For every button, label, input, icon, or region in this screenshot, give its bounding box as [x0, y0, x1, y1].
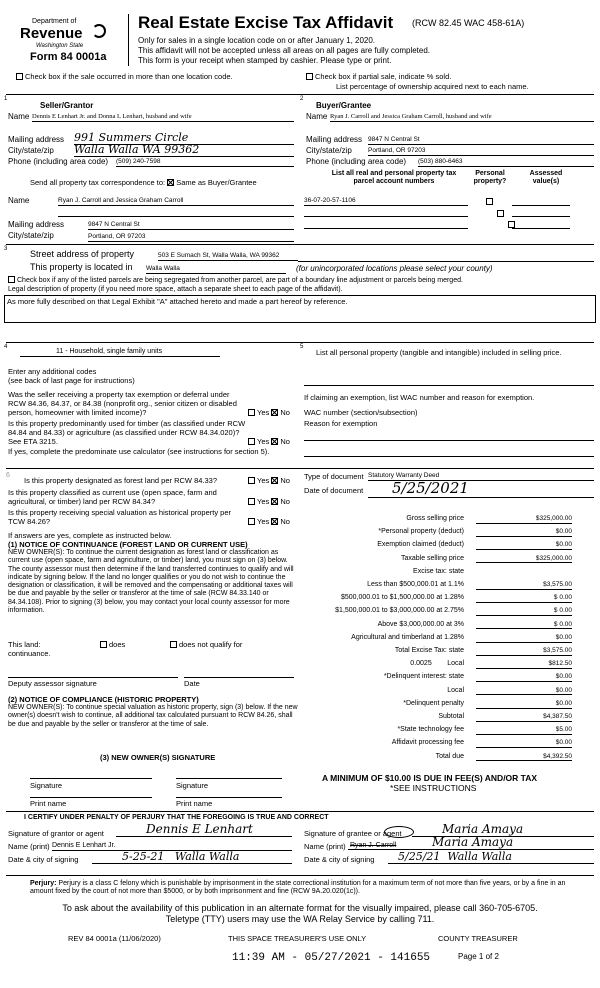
- yes-label: Yes: [257, 476, 270, 485]
- partial-sale-note: List percentage of ownership acquired next to each name.: [336, 82, 529, 91]
- wac-label: WAC number (section/subsection): [304, 408, 418, 417]
- corr-mail-field[interactable]: 9847 N Central St: [88, 221, 294, 230]
- q6-answer[interactable]: [248, 517, 290, 526]
- q2-answer[interactable]: [248, 437, 290, 446]
- form-number: Form 84 0001a: [30, 51, 107, 63]
- tax-row: [300, 607, 572, 619]
- county-treasurer-label: COUNTY TREASURER: [438, 934, 518, 943]
- yes-label: Yes: [257, 408, 270, 417]
- street-line-rest: [298, 261, 594, 262]
- reason-label: Reason for exemption: [304, 419, 378, 428]
- personal-checkbox-1[interactable]: [486, 198, 493, 205]
- grantor-date-field[interactable]: 5-25-21 Walla Walla: [92, 850, 292, 864]
- parcel-line-2: [304, 216, 468, 217]
- tax-row: [300, 541, 572, 553]
- tax-row: [300, 739, 572, 751]
- personal-checkbox-2[interactable]: [497, 210, 504, 217]
- notice-1-body: NEW OWNER(S): To continue the current designation as forest land or classification as current use (open space, farm and agriculture, or timber) land, you must sign on (3) below. The county assessor must then determine if the land transferred continues to qualify and will indicate by signing below. If the land no longer qualifies or you do not wish to continue the designation or classification, it will be removed and the compensating or additional taxes will be due and payable by the seller or transferor at the time of sale (RCW 84.33.140 or 84.34.108). Prior to signing (3) below, you may contact your local county assessor for more information.: [8, 549, 294, 614]
- tax-row-value[interactable]: $0.00: [476, 739, 572, 748]
- rev-label: REV 84 0001a (11/06/2020): [68, 934, 161, 943]
- codes-label: Enter any additional codes: [8, 367, 97, 376]
- does-checkbox[interactable]: [100, 641, 107, 648]
- owner-print-label-2: Print name: [176, 799, 213, 808]
- footer-line: [6, 875, 594, 876]
- yes-label: Yes: [257, 517, 270, 526]
- tax-row: [300, 515, 572, 527]
- owner-sig-label-1: Signature: [30, 781, 63, 790]
- assessed-line-1: [512, 205, 570, 206]
- personal-checkbox-3[interactable]: [508, 221, 515, 228]
- checkbox-icon[interactable]: [16, 73, 23, 80]
- seller-name-label: Name: [8, 112, 30, 121]
- certify-heading: I CERTIFY UNDER PENALTY OF PERJURY THAT THE FOREGOING IS TRUE AND CORRECT: [24, 814, 329, 821]
- tax-row-label: Taxable selling price: [400, 554, 464, 562]
- buyer-mail-label: Mailing address: [306, 135, 363, 144]
- seller-phone-field[interactable]: (509) 240-7598: [116, 158, 294, 167]
- tax-row-label: $1,500,000.01 to $3,000,000.00 at 2.75%: [335, 607, 464, 615]
- header-divider: [128, 14, 129, 66]
- street-label: Street address of property: [30, 249, 135, 259]
- tax-row: [300, 700, 572, 712]
- tax-row-value[interactable]: $ 0.00: [476, 607, 572, 616]
- personal-col-header: Personal property?: [473, 170, 507, 186]
- multi-location-check[interactable]: [16, 72, 233, 81]
- no-label: No: [280, 517, 290, 526]
- certify-top-line: [6, 811, 594, 812]
- doc-date-label: Date of document: [304, 486, 364, 495]
- located-field[interactable]: Walla Walla: [146, 265, 286, 274]
- section-marker-5: 5: [300, 344, 304, 350]
- grantee-name-struck: Ryan J. Carroll: [350, 842, 397, 849]
- tax-row-value[interactable]: $812.50: [476, 660, 572, 669]
- buyer-phone-field[interactable]: (503) 880-6463: [418, 158, 594, 167]
- does-not-check[interactable]: [170, 640, 242, 649]
- tax-row-label: Affidavit processing fee: [391, 739, 464, 747]
- corr-name-field[interactable]: Ryan J. Carroll and Jessica Graham Carroll: [58, 197, 294, 206]
- deputy-date-label: Date: [184, 679, 200, 688]
- page-number: Page 1 of 2: [458, 952, 499, 961]
- tax-row-value[interactable]: $0.00: [476, 528, 572, 537]
- continuance-label: continuance.: [8, 649, 51, 658]
- tax-row-label: Excise tax: state: [413, 567, 464, 575]
- no-checkbox[interactable]: [271, 498, 278, 505]
- doc-type-label: Type of document: [304, 472, 364, 481]
- historic-question: Is this property receiving special valuation as historical property per TCW 84.26?: [8, 508, 232, 526]
- use-code-field[interactable]: 11 - Household, single family units: [20, 348, 220, 357]
- tax-row: [300, 568, 572, 580]
- no-label: No: [280, 497, 290, 506]
- grantee-name-label: Name (print): [304, 842, 346, 851]
- perjury-text: [30, 880, 580, 897]
- tax-row: [300, 673, 572, 685]
- notice-2-title: (2) NOTICE OF COMPLIANCE (HISTORIC PROPERTY): [8, 695, 199, 704]
- notice-3-title: (3) NEW OWNER(S) SIGNATURE: [100, 753, 216, 762]
- corr-city-field[interactable]: Portland, OR 97203: [88, 233, 294, 242]
- tax-row: [300, 753, 572, 765]
- perjury-body: Perjury is a class C felony which is punishable by imprisonment in the state correctional institution for a maximum term of not more than five years, or by a fine in an amount fixed by the court of not more than $5000, or by both imprisonment and fine (RCW 9A.20.020(1c)).: [30, 880, 566, 896]
- personal-property-line: [304, 385, 594, 386]
- correspondence-label: Send all property tax correspondence to:: [30, 178, 166, 187]
- codes-sub: (see back of last page for instructions): [8, 376, 135, 385]
- tax-row-label: *Delinquent interest: state: [383, 673, 464, 681]
- yes-checkbox[interactable]: [248, 438, 255, 445]
- alt-format-note: To ask about the availability of this publication in an alternate format for the visually impaired, please call 360-705-6705.: [62, 903, 538, 913]
- tax-row-value[interactable]: $4,392.50: [476, 753, 572, 762]
- segregated-label: Check box if any of the listed parcels are being segregated from another parcel, are part of a boundary line adjustment or parcels being merged.: [17, 277, 463, 284]
- title-ref: (RCW 82.45 WAC 458-61A): [412, 18, 525, 28]
- tax-row-value[interactable]: $3,575.00: [476, 581, 572, 590]
- grantor-name-field[interactable]: Dennis E Lenhart Jr.: [52, 842, 292, 851]
- tax-row-value[interactable]: $0.00: [476, 634, 572, 643]
- tax-row-value[interactable]: $ 0.00: [476, 621, 572, 630]
- notice-2-body: NEW OWNER(S): To continue special valuation as historic property, sign (3) below. If the new owner(s) doesn't wish to continue, all additional tax calculated pursuant to RCW 84.26, shall be due and payable by the seller or transferor at the time of sale.: [8, 704, 298, 728]
- section-marker-2: 2: [300, 96, 304, 102]
- grantor-name-label: Name (print): [8, 842, 50, 851]
- tax-row-label: Gross selling price: [406, 515, 464, 522]
- exemption-note: If claiming an exemption, list WAC number and reason for exemption.: [304, 393, 535, 402]
- no-checkbox[interactable]: [271, 438, 278, 445]
- no-checkbox[interactable]: [271, 518, 278, 525]
- yes-checkbox[interactable]: [248, 477, 255, 484]
- reason-line-1: [304, 440, 594, 441]
- section-marker-3: 3: [4, 246, 8, 252]
- tax-row-label: *State technology fee: [397, 726, 464, 734]
- tax-row: [300, 634, 572, 646]
- tax-row-label: Total Excise Tax: state: [394, 647, 464, 654]
- personal-property-note: List all personal property (tangible and intangible) included in selling price.: [316, 348, 562, 357]
- no-label: No: [280, 476, 290, 485]
- tax-row: [300, 660, 572, 672]
- tax-row-value[interactable]: $4,387.50: [476, 713, 572, 722]
- tax-row-label: Total due: [435, 752, 464, 760]
- this-land-label: This land:: [8, 640, 41, 649]
- tty-note: Teletype (TTY) users may use the WA Relay Service by calling 711.: [165, 914, 435, 924]
- tax-row: [300, 713, 572, 725]
- section-marker-1: 1: [4, 96, 8, 102]
- seller-name-field[interactable]: Dennis E Lenhart Jr. and Donna L Lenhart, husband and wife: [32, 113, 294, 122]
- tax-row-label: Local: [447, 686, 464, 694]
- page-title: Real Estate Excise Tax Affidavit: [138, 13, 394, 32]
- tax-row-value[interactable]: $0.00: [476, 687, 572, 696]
- tax-row: [300, 594, 572, 606]
- same-as-label: Same as Buyer/Grantee: [176, 178, 257, 187]
- owner-sig-line-2: [176, 778, 282, 779]
- if-yes-note: If answers are yes, complete as instructed below.: [8, 531, 172, 540]
- grantee-date-label: Date & city of signing: [304, 855, 375, 864]
- unincorporated-note: (for unincorporated locations please select your county): [296, 264, 493, 273]
- multi-location-label: Check box if the sale occurred in more than one location code.: [25, 72, 233, 81]
- seller-mail-field[interactable]: 991 Summers Circle: [74, 131, 294, 145]
- corr-blank-line: [58, 216, 294, 217]
- forest-question: Is this property designated as forest land per RCW 84.33?: [24, 476, 218, 485]
- header-line-3: This form is your receipt when stamped by cashier. Please type or print.: [138, 56, 392, 65]
- corr-city-label: City/state/zip: [8, 231, 54, 240]
- assessed-line-2: [512, 216, 570, 217]
- grantor-sig-label: Signature of grantor or agent: [8, 829, 104, 838]
- owner-sig-line-1: [30, 778, 152, 779]
- doc-date-field[interactable]: 5/25/2021: [368, 479, 594, 498]
- deputy-date-line: [184, 677, 294, 678]
- partial-sale-label: Check box if partial sale, indicate % sold.: [315, 72, 452, 81]
- logo-dept: Department of: [32, 18, 77, 25]
- current-use-question: Is this property classified as current use (open space, farm and agricultural, or timber) land per RCW 84.34?: [8, 488, 217, 506]
- logo-state: Washington State: [36, 43, 84, 49]
- tax-row-label: Above $3,000,000.00 at 3%: [377, 620, 464, 628]
- logo-swoosh-icon: [92, 24, 106, 38]
- parcel-line-3: [304, 228, 468, 229]
- does-not-checkbox[interactable]: [170, 641, 177, 648]
- treasurer-only-label: THIS SPACE TREASURER'S USE ONLY: [228, 934, 367, 943]
- assessed-col-header: Assessed value(s): [529, 170, 563, 186]
- tax-row-label: *Personal property (deduct): [378, 528, 464, 536]
- does-not-label: does not qualify for: [179, 640, 243, 649]
- same-as-checkbox[interactable]: [167, 179, 174, 186]
- tax-row: [300, 687, 572, 699]
- grantee-signature[interactable]: Maria Amaya: [412, 822, 594, 837]
- legal-label: Legal description of property (if you need more space, attach a separate sheet to each page of the affidavit).: [8, 286, 343, 293]
- tax-row-value[interactable]: $0.00: [476, 541, 572, 550]
- grantor-date-label: Date & city of signing: [8, 855, 79, 864]
- no-label: No: [280, 408, 290, 417]
- logo: [6, 14, 124, 66]
- buyer-heading: Buyer/Grantee: [316, 101, 372, 110]
- buyer-mail-field[interactable]: 9847 N Central St: [368, 136, 594, 145]
- grantee-date-field[interactable]: 5/25/21 Walla Walla: [388, 850, 594, 864]
- yes-checkbox[interactable]: [248, 409, 255, 416]
- seller-city-label: City/state/zip: [8, 146, 54, 155]
- tax-row-value[interactable]: $325,000.00: [476, 515, 572, 524]
- owner-print-label-1: Print name: [30, 799, 67, 808]
- tax-row-value[interactable]: $325,000.00: [476, 555, 572, 564]
- section-divider: [6, 468, 594, 469]
- buyer-name-field[interactable]: Ryan J. Carroll and Jessica Graham Carroll, husband and wife: [330, 113, 594, 122]
- corr-name-label: Name: [8, 196, 30, 205]
- header-line-1: Only for sales in a single location code on or after January 1, 2020.: [138, 36, 376, 45]
- section-marker-4: 4: [4, 344, 8, 350]
- tax-row-label: Less than $500,000.01 at 1.1%: [367, 581, 464, 588]
- located-label: This property is located in: [30, 262, 133, 272]
- deputy-sig-line: [8, 677, 178, 678]
- q1-answer[interactable]: [248, 408, 290, 417]
- owner-print-line-2: [176, 797, 282, 798]
- does-label: does: [109, 640, 126, 649]
- does-check[interactable]: [100, 640, 125, 649]
- header-line-2: This affidavit will not be accepted unless all areas on all pages are fully completed.: [138, 46, 431, 55]
- grantor-signature[interactable]: Dennis E Lenhart: [116, 822, 292, 837]
- reason-line-2: [304, 456, 594, 457]
- correspondence-line: [30, 178, 257, 187]
- section-divider: [6, 342, 594, 343]
- tax-row-label: Agricultural and timberland at 1.28%: [351, 633, 464, 641]
- tax-row: [300, 621, 572, 633]
- q4-answer[interactable]: [248, 476, 290, 485]
- seller-city-field[interactable]: Walla Walla WA 99362: [74, 143, 294, 157]
- owner-print-line-1: [30, 797, 152, 798]
- tax-row: [300, 726, 572, 738]
- tax-row: [300, 581, 572, 593]
- yes-checkbox[interactable]: [248, 498, 255, 505]
- section-divider: [6, 94, 594, 95]
- grantee-sig-label: Signature of grantee or agent: [304, 829, 402, 838]
- segregated-check[interactable]: [8, 276, 463, 285]
- street-field[interactable]: 503 E Sumach St, Walla Walla, WA 99362: [158, 252, 298, 261]
- section-6-number: 6: [6, 472, 10, 479]
- partial-sale-check[interactable]: [306, 72, 451, 81]
- yes-label: Yes: [257, 437, 270, 446]
- doc-type-field[interactable]: Statutory Warranty Deed: [368, 472, 594, 481]
- notice-1-title: (1) NOTICE OF CONTINUANCE (FOREST LAND OR CURRENT USE): [8, 540, 248, 549]
- tax-row-value[interactable]: $5.00: [476, 726, 572, 735]
- seller-phone-label: Phone (including area code): [8, 157, 109, 166]
- parcel-number-field[interactable]: 36-07-20-57-1106: [304, 197, 468, 206]
- assessed-line-3: [512, 228, 570, 229]
- buyer-city-field[interactable]: Portland, OR 97203: [368, 147, 594, 156]
- tax-row: [300, 528, 572, 540]
- owner-sig-label-2: Signature: [176, 781, 209, 790]
- legal-description-box[interactable]: [4, 295, 596, 323]
- cashier-stamp: 11:39 AM - 05/27/2021 - 141655: [232, 952, 431, 964]
- buyer-city-label: City/state/zip: [306, 146, 352, 155]
- no-checkbox[interactable]: [271, 477, 278, 484]
- tax-row: [300, 647, 572, 659]
- yes-checkbox[interactable]: [248, 518, 255, 525]
- no-label: No: [280, 437, 290, 446]
- checkbox-icon[interactable]: [306, 73, 313, 80]
- minimum-note: A MINIMUM OF $10.00 IS DUE IN FEE(S) AND/OR TAX: [322, 773, 538, 783]
- tax-row: [300, 555, 572, 567]
- buyer-name-label: Name: [306, 112, 328, 121]
- seller-mail-label: Mailing address: [8, 135, 65, 144]
- legal-description-text: As more fully described on that Legal Exhibit "A" attached hereto and made a part hereof by reference.: [7, 297, 348, 306]
- timber-question: Is this property predominantly used for timber (as classified under RCW 84.84 and 84.33) or agriculture (as classified under RCW 84.34.020)? See ETA 3215.: [8, 419, 246, 446]
- logo-name: Revenue: [20, 25, 83, 42]
- tax-row-label: 0.0025 Local: [410, 660, 464, 668]
- yes-label: Yes: [257, 497, 270, 506]
- grantee-name-field[interactable]: [348, 835, 594, 850]
- tax-row-value[interactable]: $0.00: [476, 700, 572, 709]
- agent-circle-icon: [384, 826, 414, 838]
- section-divider: [6, 244, 594, 245]
- checkbox-icon[interactable]: [8, 276, 15, 283]
- tax-row-label: Exemption claimed (deduct): [377, 541, 464, 549]
- tax-row-value[interactable]: $0.00: [476, 673, 572, 682]
- grantee-name-handwritten: Maria Amaya: [432, 835, 514, 849]
- see-instructions: *SEE INSTRUCTIONS: [390, 783, 477, 793]
- tax-row-label: *Delinquent penalty: [403, 699, 464, 707]
- buyer-phone-label: Phone (including area code): [306, 157, 407, 166]
- q5-answer[interactable]: [248, 497, 290, 506]
- tax-row-label: $500,000.01 to $1,500,000.00 at 1.28%: [341, 594, 464, 602]
- calculator-note: If yes, complete the predominate use calculator (see instructions for section 5).: [8, 447, 270, 456]
- deputy-sig-label: Deputy assessor signature: [8, 679, 97, 688]
- perjury-bold: Perjury:: [30, 880, 57, 887]
- no-checkbox[interactable]: [271, 409, 278, 416]
- tax-row-value[interactable]: $ 0.00: [476, 594, 572, 603]
- exemption-question: Was the seller receiving a property tax exemption or deferral under RCW 84.36, 84.37, or 84.38 (nonprofit org., senior citizen or disabled person, homeowner with limited income)?: [8, 390, 237, 417]
- corr-mail-label: Mailing address: [8, 220, 65, 229]
- tax-row-label: Subtotal: [438, 713, 464, 720]
- parcel-col-header: List all real and personal property tax parcel account numbers: [331, 170, 457, 186]
- seller-heading: Seller/Grantor: [40, 101, 94, 110]
- tax-row-value[interactable]: $3,575.00: [476, 647, 572, 656]
